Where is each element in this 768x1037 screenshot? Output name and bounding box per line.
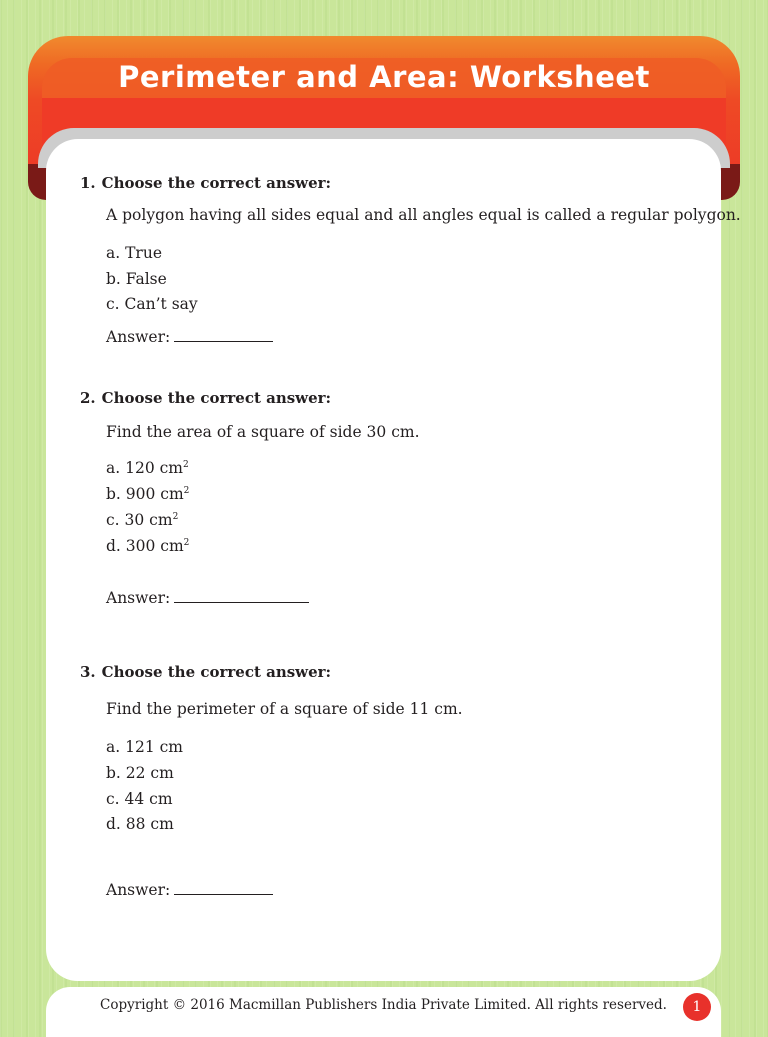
option-exponent: 2: [183, 485, 190, 496]
option-label: a. 120 cm: [106, 459, 183, 477]
page-title: Perimeter and Area: Worksheet: [118, 60, 650, 94]
answer-line: [106, 327, 273, 346]
answer-line: [106, 880, 273, 899]
answer-blank[interactable]: [174, 327, 273, 342]
question-heading: [80, 174, 331, 192]
question-instruction: Choose the correct answer:: [101, 389, 332, 407]
option-label: c. 30 cm: [106, 511, 173, 529]
question-text: Find the area of a square of side 30 cm.: [106, 423, 420, 441]
option-d: d. 88 cm: [106, 815, 174, 833]
option-d: [106, 537, 189, 555]
question-instruction: Choose the correct answer:: [101, 663, 332, 681]
option-label: d. 300 cm: [106, 537, 184, 555]
answer-label: Answer:: [106, 881, 171, 899]
question-instruction: Choose the correct answer:: [101, 174, 332, 192]
option-b: b. 22 cm: [106, 764, 174, 782]
option-a: a. 121 cm: [106, 738, 183, 756]
option-a: [106, 459, 189, 477]
option-b: b. False: [106, 270, 167, 288]
question-number: 3.: [80, 663, 96, 681]
option-c: [106, 511, 178, 529]
footer: [46, 987, 721, 1037]
copyright-text: Copyright © 2016 Macmillan Publishers India Private Limited. All rights reserved.: [100, 997, 667, 1013]
option-exponent: 2: [183, 537, 190, 548]
option-c: c. Can’t say: [106, 295, 198, 313]
question-heading: [80, 389, 331, 407]
option-a: a. True: [106, 244, 162, 262]
answer-label: Answer:: [106, 589, 171, 607]
option-label: b. 900 cm: [106, 485, 184, 503]
page-number-badge: 1: [683, 993, 711, 1021]
question-number: 1.: [80, 174, 96, 192]
answer-label: Answer:: [106, 328, 171, 346]
question-text: Find the perimeter of a square of side 11 cm.: [106, 700, 463, 718]
question-heading: [80, 663, 331, 681]
option-exponent: 2: [183, 459, 189, 470]
answer-blank[interactable]: [174, 880, 273, 895]
question-number: 2.: [80, 389, 96, 407]
answer-line: [106, 588, 309, 607]
answer-blank[interactable]: [174, 588, 309, 603]
option-b: [106, 485, 189, 503]
worksheet-card: [46, 139, 741, 981]
option-c: c. 44 cm: [106, 790, 173, 808]
question-text: A polygon having all sides equal and all angles equal is called a regular polygon.: [106, 206, 741, 224]
option-exponent: 2: [172, 511, 179, 522]
